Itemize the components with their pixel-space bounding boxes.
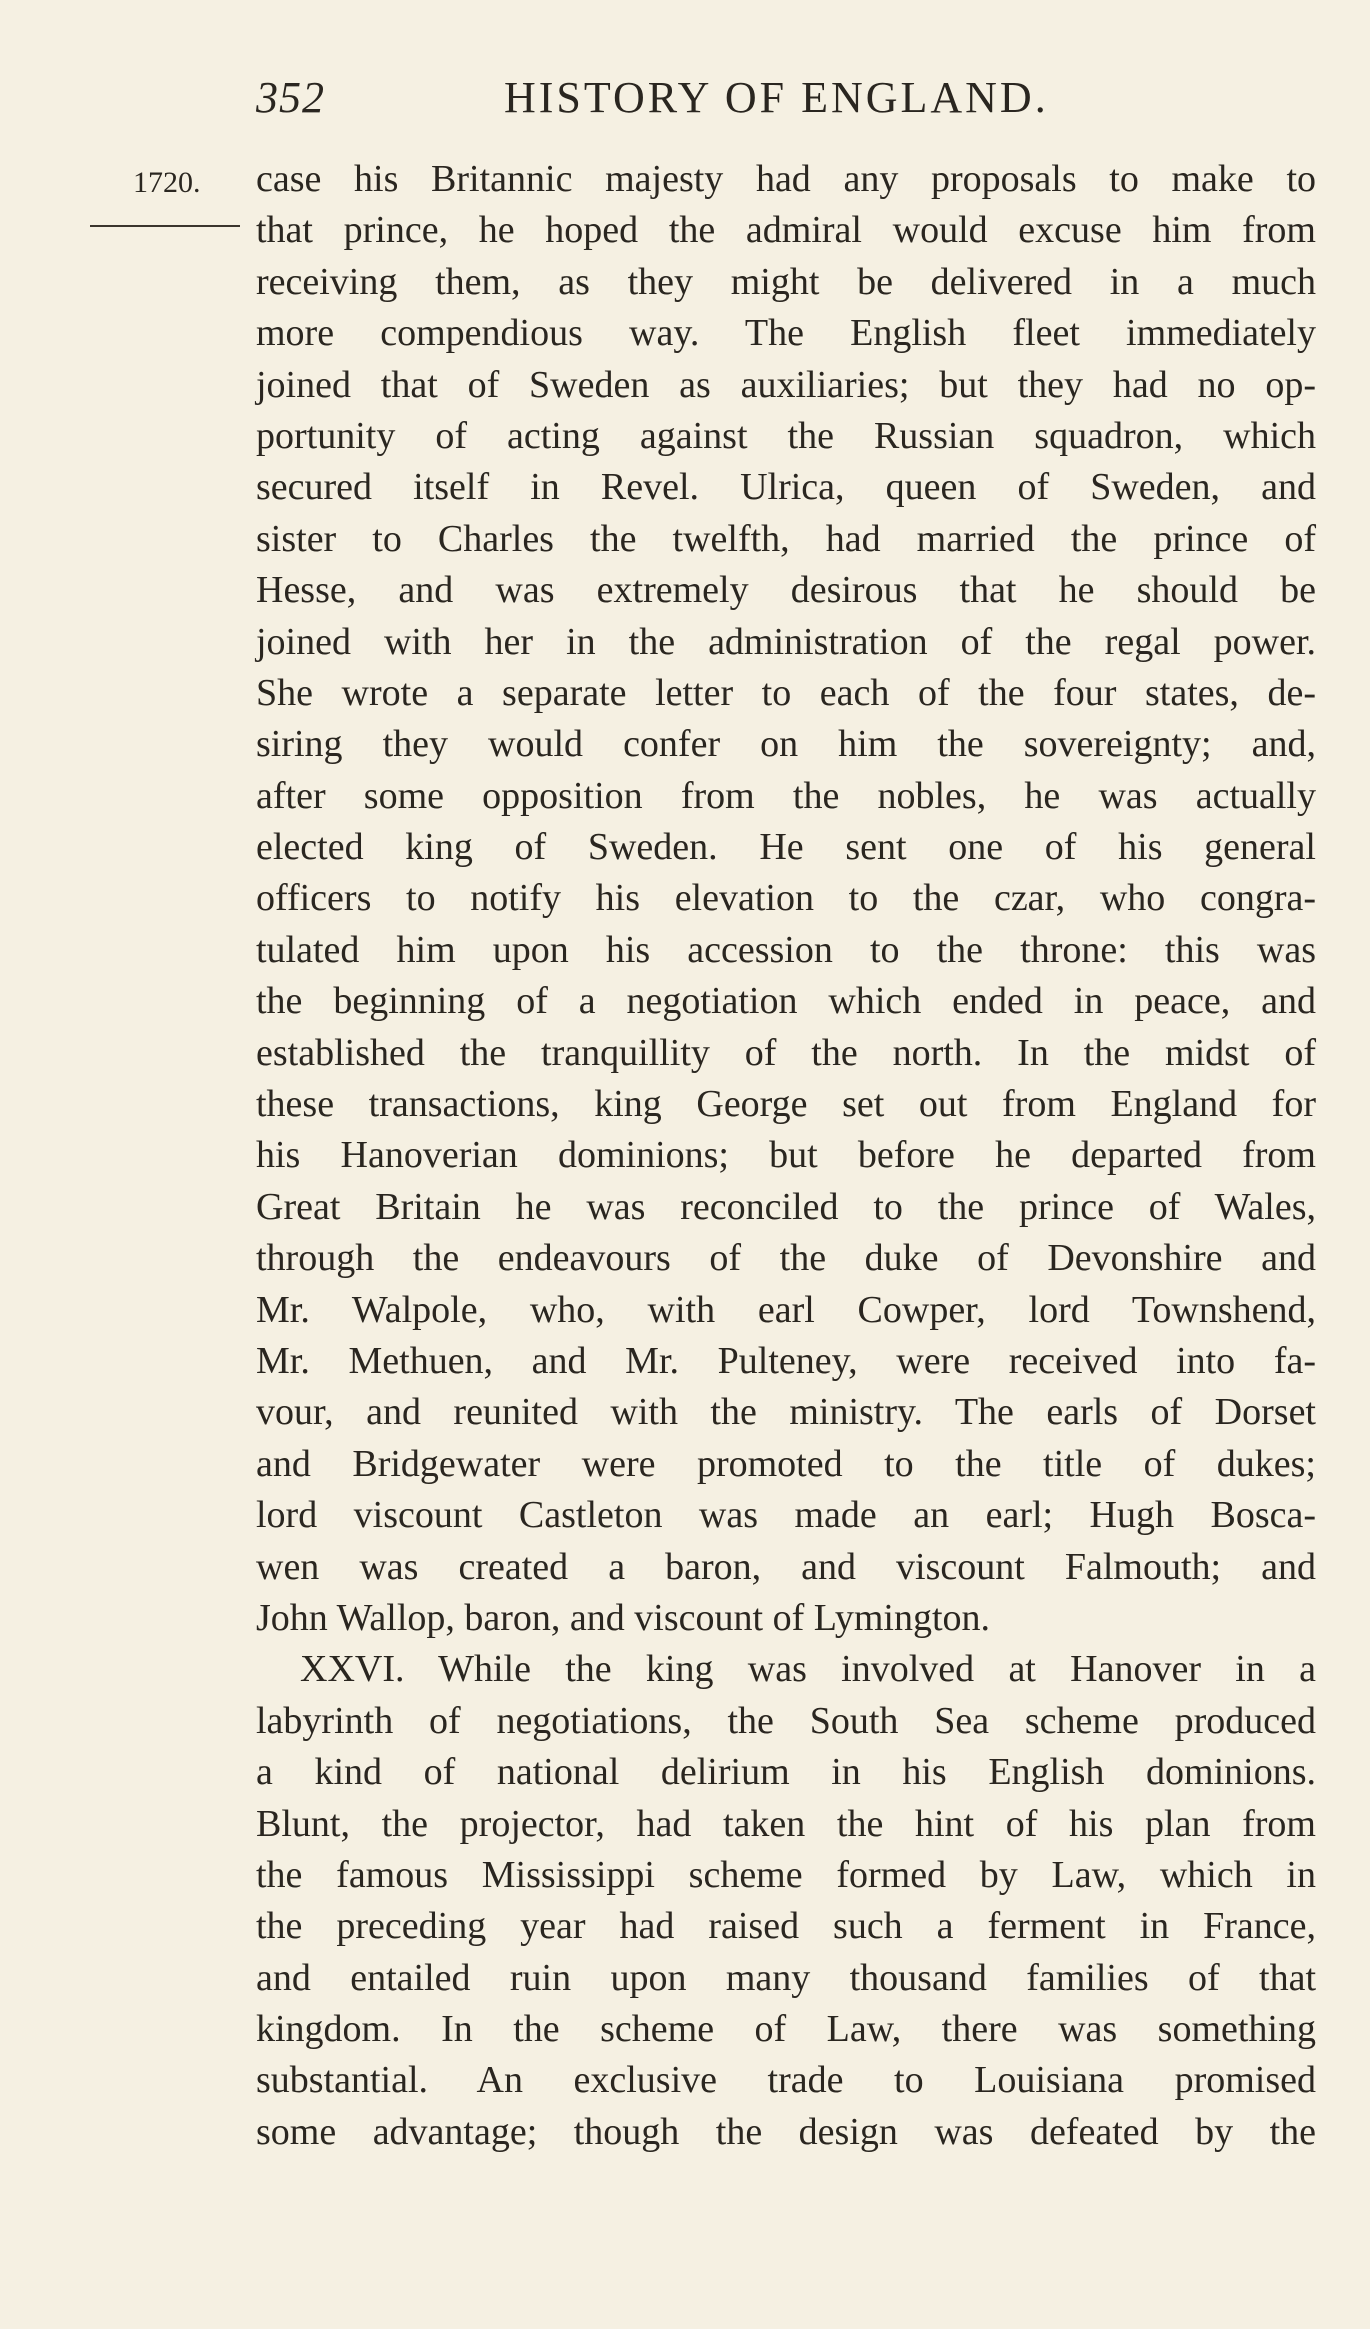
- text-line: XXVI. While the king was involved at Hanover in a: [300, 1648, 1316, 1691]
- text-line: kingdom. In the scheme of Law, there was something: [256, 2008, 1316, 2051]
- text-line: siring they would confer on him the sovereignty; and,: [256, 723, 1316, 766]
- text-line: labyrinth of negotiations, the South Sea scheme produced: [256, 1699, 1316, 1742]
- text-line: She wrote a separate letter to each of the four states, de-: [256, 671, 1316, 714]
- text-line: through the endeavours of the duke of Devonshire and: [256, 1237, 1316, 1280]
- text-line: Blunt, the projector, had taken the hint of his plan from: [256, 1802, 1316, 1845]
- text-line: that prince, he hoped the admiral would excuse him from: [256, 209, 1316, 252]
- text-line: and Bridgewater were promoted to the title of dukes;: [256, 1442, 1316, 1485]
- margin-year-note: 1720.: [133, 166, 201, 199]
- text-line: these transactions, king George set out from England for: [256, 1083, 1316, 1126]
- text-line: joined that of Sweden as auxiliaries; but they had no op-: [256, 363, 1316, 406]
- text-line: sister to Charles the twelfth, had married the prince of: [256, 517, 1316, 560]
- text-line: his Hanoverian dominions; but before he departed from: [256, 1134, 1316, 1177]
- text-line: a kind of national delirium in his English dominions.: [256, 1751, 1316, 1794]
- text-line: Mr. Methuen, and Mr. Pulteney, were received into fa-: [256, 1339, 1316, 1382]
- margin-rule: [90, 225, 240, 227]
- text-line: Great Britain he was reconciled to the prince of Wales,: [256, 1185, 1316, 1228]
- text-line: the beginning of a negotiation which ended in peace, and: [256, 980, 1316, 1023]
- body-text: [256, 154, 1316, 2158]
- text-line: more compendious way. The English fleet immediately: [256, 312, 1316, 355]
- text-line: receiving them, as they might be delivered in a much: [256, 260, 1316, 303]
- text-line: secured itself in Revel. Ulrica, queen of Sweden, and: [256, 466, 1316, 509]
- text-line: the famous Mississippi scheme formed by Law, which in: [256, 1853, 1316, 1896]
- text-line: case his Britannic majesty had any proposals to make to: [256, 158, 1316, 200]
- running-title: HISTORY OF ENGLAND.: [504, 73, 1049, 122]
- page-number: 352: [256, 73, 325, 122]
- text-line: vour, and reunited with the ministry. The earls of Dorset: [256, 1391, 1316, 1434]
- running-head: [256, 72, 1316, 132]
- text-line: after some opposition from the nobles, he was actually: [256, 774, 1316, 817]
- text-line: Mr. Walpole, who, with earl Cowper, lord Townshend,: [256, 1288, 1316, 1331]
- text-line: the preceding year had raised such a ferment in France,: [256, 1905, 1316, 1948]
- text-line: John Wallop, baron, and viscount of Lymington.: [256, 1596, 991, 1639]
- text-line: some advantage; though the design was defeated by the: [256, 2110, 1316, 2153]
- text-line: substantial. An exclusive trade to Louisiana promised: [256, 2059, 1316, 2102]
- text-line: Hesse, and was extremely desirous that he should be: [256, 569, 1316, 612]
- text-line: lord viscount Castleton was made an earl; Hugh Bosca-: [256, 1494, 1316, 1537]
- text-line: established the tranquillity of the north. In the midst of: [256, 1031, 1316, 1074]
- text-line: portunity of acting against the Russian squadron, which: [256, 414, 1316, 457]
- text-line: and entailed ruin upon many thousand families of that: [256, 1956, 1316, 1999]
- text-line: tulated him upon his accession to the throne: this was: [256, 928, 1316, 971]
- text-line: elected king of Sweden. He sent one of his general: [256, 826, 1316, 869]
- text-line: officers to notify his elevation to the czar, who congra-: [256, 877, 1316, 920]
- text-line: joined with her in the administration of the regal power.: [256, 620, 1316, 663]
- text-line: wen was created a baron, and viscount Falmouth; and: [256, 1545, 1316, 1588]
